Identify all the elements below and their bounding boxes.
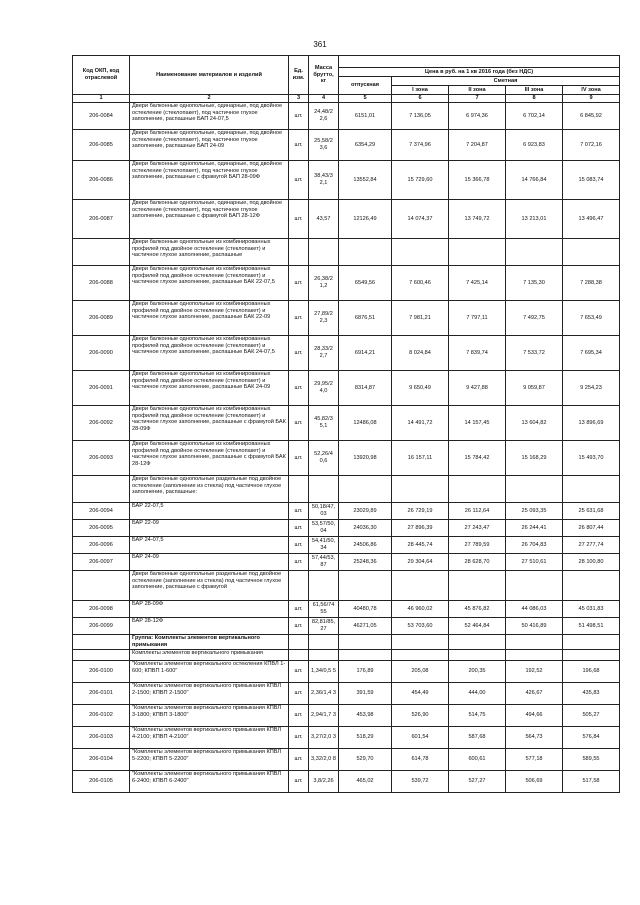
row-zone-3-price: 494,66 (506, 705, 563, 727)
table-row (73, 200, 620, 239)
row-zone-1-price: 539,72 (392, 771, 449, 793)
row-zone-4-price (563, 635, 620, 650)
row-mass: 82,81/85, 27 (309, 618, 339, 635)
row-zone-1-price: 454,49 (392, 683, 449, 705)
row-release-price: 6876,51 (339, 301, 392, 336)
column-number: 8 (506, 95, 563, 103)
column-number: 4 (309, 95, 339, 103)
row-mass: 53,57/50, 04 (309, 520, 339, 537)
row-unit: шт. (289, 503, 309, 520)
row-zone-2-price: 514,75 (449, 705, 506, 727)
row-zone-1-price: 14 074,37 (392, 200, 449, 239)
row-release-price: 8314,87 (339, 371, 392, 406)
row-mass: 3,8/2,26 (309, 771, 339, 793)
row-release-price: 13920,98 (339, 441, 392, 476)
header-release: отпускная (339, 77, 392, 95)
row-unit: шт. (289, 406, 309, 441)
row-mass: 28,33/2 2,7 (309, 336, 339, 371)
row-zone-4-price: 25 631,68 (563, 503, 620, 520)
row-code: 206-0092 (73, 406, 130, 441)
row-unit: шт. (289, 130, 309, 161)
row-zone-4-price: 45 031,83 (563, 601, 620, 618)
row-zone-3-price: 50 416,89 (506, 618, 563, 635)
row-name: Двери балконные однопольные из комбинированных профилей под двойное остекление (стеклопакет) и частичное глухое заполнение, распашные БАК 22-07,5 (130, 266, 289, 301)
table-row (73, 661, 620, 683)
row-unit: шт. (289, 266, 309, 301)
row-zone-3-price (506, 239, 563, 266)
row-zone-1-price: 26 729,19 (392, 503, 449, 520)
table-row (73, 571, 620, 601)
row-zone-2-price: 587,68 (449, 727, 506, 749)
row-mass: 27,89/2 2,3 (309, 301, 339, 336)
row-zone-1-price: 27 896,39 (392, 520, 449, 537)
row-zone-2-price: 527,27 (449, 771, 506, 793)
row-zone-3-price: 577,18 (506, 749, 563, 771)
row-name: Двери балконные однопольные из комбинированных профилей под двойное остекление (стеклопакет) и частичное глухое заполнение, распашные (130, 239, 289, 266)
row-zone-3-price: 13 213,01 (506, 200, 563, 239)
row-zone-4-price: 517,58 (563, 771, 620, 793)
row-unit: шт. (289, 727, 309, 749)
row-release-price (339, 571, 392, 601)
table-row (73, 554, 620, 571)
row-zone-1-price: 28 445,74 (392, 537, 449, 554)
table-body (73, 103, 620, 793)
row-zone-1-price: 526,90 (392, 705, 449, 727)
header-zone-2: II зона (449, 86, 506, 95)
row-code: 206-0087 (73, 200, 130, 239)
row-zone-2-price (449, 635, 506, 650)
header-unit: Ед. изм. (289, 56, 309, 95)
row-release-price: 24506,86 (339, 537, 392, 554)
column-number: 7 (449, 95, 506, 103)
row-zone-3-price: 426,67 (506, 683, 563, 705)
row-zone-2-price (449, 476, 506, 503)
row-mass: 26,38/2 1,2 (309, 266, 339, 301)
header-price-title: Цена в руб. на 1 кв 2016 года (без НДС) (339, 68, 620, 77)
row-name: "Комплекты элементов вертикального примыкания КПВЛ 3-1800; КПВП 3-1800" (130, 705, 289, 727)
row-zone-1-price (392, 635, 449, 650)
row-zone-4-price: 15 493,70 (563, 441, 620, 476)
row-zone-2-price: 27 789,59 (449, 537, 506, 554)
row-zone-1-price: 16 157,11 (392, 441, 449, 476)
row-unit: шт. (289, 705, 309, 727)
row-zone-2-price: 14 157,45 (449, 406, 506, 441)
row-zone-2-price (449, 571, 506, 601)
row-code: 206-0093 (73, 441, 130, 476)
row-code: 206-0098 (73, 601, 130, 618)
row-zone-1-price: 601,54 (392, 727, 449, 749)
row-release-price: 6914,21 (339, 336, 392, 371)
row-zone-2-price: 7 204,87 (449, 130, 506, 161)
row-unit: шт. (289, 661, 309, 683)
column-number: 2 (130, 95, 289, 103)
table-row (73, 441, 620, 476)
row-release-price: 6549,56 (339, 266, 392, 301)
row-zone-2-price: 7 425,14 (449, 266, 506, 301)
row-name: Группа: Комплекты элементов вертикального примыкания (130, 635, 289, 650)
row-unit: шт. (289, 301, 309, 336)
row-unit: шт. (289, 683, 309, 705)
row-mass: 61,56/74 55 (309, 601, 339, 618)
table-row (73, 336, 620, 371)
row-zone-1-price: 15 729,60 (392, 161, 449, 200)
row-unit: шт. (289, 618, 309, 635)
row-name: Двери балконные однопольные из комбинированных профилей под двойное остекление (стеклопакет) и частичное глухое заполнение, распашные БАК 24-07,5 (130, 336, 289, 371)
row-zone-4-price (563, 239, 620, 266)
row-release-price: 529,70 (339, 749, 392, 771)
row-zone-2-price: 6 974,36 (449, 103, 506, 130)
row-mass: 2,94/1,7 3 (309, 705, 339, 727)
table-row (73, 406, 620, 441)
row-release-price (339, 476, 392, 503)
row-zone-4-price: 28 100,80 (563, 554, 620, 571)
row-mass (309, 571, 339, 601)
row-name: "Комплекты элементов вертикального примыкания КПВЛ 2-1500; КПВП 2-1500" (130, 683, 289, 705)
row-unit: шт. (289, 371, 309, 406)
row-zone-4-price: 576,84 (563, 727, 620, 749)
row-zone-1-price: 7 981,21 (392, 301, 449, 336)
row-code: 206-0095 (73, 520, 130, 537)
row-zone-2-price (449, 650, 506, 661)
table-row (73, 130, 620, 161)
row-code: 206-0094 (73, 503, 130, 520)
row-zone-3-price: 192,52 (506, 661, 563, 683)
row-release-price (339, 635, 392, 650)
row-zone-1-price (392, 476, 449, 503)
row-zone-2-price: 7 797,11 (449, 301, 506, 336)
row-zone-1-price: 7 136,05 (392, 103, 449, 130)
table-row (73, 161, 620, 200)
row-zone-3-price (506, 635, 563, 650)
row-zone-2-price: 15 366,78 (449, 161, 506, 200)
row-zone-2-price: 26 112,64 (449, 503, 506, 520)
row-zone-3-price (506, 571, 563, 601)
table-row (73, 103, 620, 130)
row-zone-4-price: 6 845,92 (563, 103, 620, 130)
row-unit (289, 571, 309, 601)
row-mass: 2,36/1,4 3 (309, 683, 339, 705)
row-zone-1-price: 205,08 (392, 661, 449, 683)
row-release-price: 465,02 (339, 771, 392, 793)
row-zone-3-price: 564,73 (506, 727, 563, 749)
table-row (73, 635, 620, 650)
row-zone-1-price: 9 650,49 (392, 371, 449, 406)
row-zone-1-price: 7 600,46 (392, 266, 449, 301)
row-zone-4-price: 27 277,74 (563, 537, 620, 554)
row-zone-4-price: 505,27 (563, 705, 620, 727)
row-name: Двери балконные однопольные, одинарные, под двойное остекление (стеклопакет), под частичное глухое заполнение, распашные с фрамугой БАП 28-09Ф (130, 161, 289, 200)
row-zone-4-price: 13 896,69 (563, 406, 620, 441)
row-mass: 25,58/2 3,6 (309, 130, 339, 161)
header-price-spacer (339, 56, 620, 68)
table-row (73, 476, 620, 503)
row-release-price (339, 650, 392, 661)
header-name: Наименование материалов и изделий (130, 56, 289, 95)
table-row (73, 618, 620, 635)
row-zone-4-price: 51 498,51 (563, 618, 620, 635)
row-name: Двери балконные однопольные из комбинированных профилей под двойное остекление (стеклопакет) и частичное глухое заполнение, распашные с фрамугой БАК 28-09Ф (130, 406, 289, 441)
row-code: 206-0089 (73, 301, 130, 336)
row-zone-3-price: 6 702,14 (506, 103, 563, 130)
row-zone-2-price (449, 239, 506, 266)
row-zone-1-price: 614,78 (392, 749, 449, 771)
row-release-price: 453,98 (339, 705, 392, 727)
row-zone-4-price (563, 571, 620, 601)
row-unit: шт. (289, 537, 309, 554)
row-name: БАР 22-09 (130, 520, 289, 537)
row-zone-2-price: 27 243,47 (449, 520, 506, 537)
row-unit (289, 635, 309, 650)
row-mass: 50,18/47, 03 (309, 503, 339, 520)
row-zone-2-price: 7 839,74 (449, 336, 506, 371)
row-code: 206-0100 (73, 661, 130, 683)
row-unit: шт. (289, 520, 309, 537)
row-zone-4-price: 589,55 (563, 749, 620, 771)
row-zone-3-price: 13 604,82 (506, 406, 563, 441)
row-release-price: 6354,29 (339, 130, 392, 161)
row-zone-3-price: 26 244,41 (506, 520, 563, 537)
row-unit: шт. (289, 601, 309, 618)
row-zone-3-price: 27 510,61 (506, 554, 563, 571)
row-release-price: 12126,49 (339, 200, 392, 239)
row-name: "Комплекты элементов вертикального примыкания КПВЛ 4-2100; КПВП 4-2100" (130, 727, 289, 749)
row-name: БАР 22-07,5 (130, 503, 289, 520)
row-zone-3-price: 6 923,83 (506, 130, 563, 161)
table-row (73, 650, 620, 661)
row-name: "Комплекты элементов вертикального примыкания КПВЛ 5-2200; КПВП 5-2200" (130, 749, 289, 771)
row-release-price: 391,59 (339, 683, 392, 705)
table-row (73, 771, 620, 793)
row-code: 206-0105 (73, 771, 130, 793)
row-zone-2-price: 444,00 (449, 683, 506, 705)
row-unit: шт. (289, 441, 309, 476)
table-row (73, 266, 620, 301)
row-name: Двери балконные однопольные, одинарные, под двойное остекление (стеклопакет), под частичное глухое заполнение, распашные БАП 24-09 (130, 130, 289, 161)
table-row (73, 749, 620, 771)
column-number: 3 (289, 95, 309, 103)
row-code: 206-0101 (73, 683, 130, 705)
table-row (73, 727, 620, 749)
row-code: 206-0085 (73, 130, 130, 161)
table-row (73, 371, 620, 406)
row-code: 206-0103 (73, 727, 130, 749)
header-estimate: Сметная (392, 77, 620, 86)
row-code: 206-0104 (73, 749, 130, 771)
row-mass (309, 635, 339, 650)
row-release-price (339, 239, 392, 266)
header-zone-3: III зона (506, 86, 563, 95)
row-name: "Комплекты элементов вертикального примыкания КПВЛ 6-2400; КПВП 6-2400" (130, 771, 289, 793)
row-code: 206-0102 (73, 705, 130, 727)
row-mass: 3,32/2,0 8 (309, 749, 339, 771)
row-mass: 24,48/2 2,6 (309, 103, 339, 130)
row-zone-3-price: 44 086,03 (506, 601, 563, 618)
row-code: 206-0086 (73, 161, 130, 200)
row-zone-1-price: 7 374,96 (392, 130, 449, 161)
price-table (72, 55, 620, 793)
row-zone-3-price (506, 650, 563, 661)
row-mass: 45,82/3 5,1 (309, 406, 339, 441)
table-row (73, 520, 620, 537)
row-name: БАР 28-09Ф (130, 601, 289, 618)
row-zone-3-price: 7 492,75 (506, 301, 563, 336)
row-zone-4-price (563, 476, 620, 503)
column-number: 9 (563, 95, 620, 103)
row-mass (309, 650, 339, 661)
row-zone-1-price: 8 024,84 (392, 336, 449, 371)
row-unit (289, 650, 309, 661)
column-number: 1 (73, 95, 130, 103)
row-zone-2-price: 200,35 (449, 661, 506, 683)
row-mass: 57,44/53, 87 (309, 554, 339, 571)
row-mass: 1,34/0,5 5 (309, 661, 339, 683)
row-zone-1-price: 14 491,72 (392, 406, 449, 441)
row-unit: шт. (289, 554, 309, 571)
row-zone-3-price: 506,69 (506, 771, 563, 793)
row-zone-2-price: 45 876,82 (449, 601, 506, 618)
row-release-price: 24036,30 (339, 520, 392, 537)
row-code: 206-0097 (73, 554, 130, 571)
row-zone-4-price: 9 254,23 (563, 371, 620, 406)
header-mass: Масса брутто, кг (309, 56, 339, 95)
table-row (73, 503, 620, 520)
row-name: БАР 28-12Ф (130, 618, 289, 635)
row-release-price: 13552,84 (339, 161, 392, 200)
row-name: Двери балконные однопольные, одинарные, под двойное остекление (стеклопакет), под частичное глухое заполнение, распашные с фрамугой БАП 28-12Ф (130, 200, 289, 239)
row-code: 206-0084 (73, 103, 130, 130)
header-zone-1: I зона (392, 86, 449, 95)
header-code: Код ОКП, код отраслевой (73, 56, 130, 95)
row-release-price: 46271,05 (339, 618, 392, 635)
row-code: 206-0091 (73, 371, 130, 406)
row-name: Двери балконные однопольные, одинарные, под двойное остекление (стеклопакет), под частичное глухое заполнение, распашные БАП 24-07,5 (130, 103, 289, 130)
table-row (73, 537, 620, 554)
column-numbers-row (73, 95, 620, 103)
row-code (73, 239, 130, 266)
row-name: Двери балконные однопольные раздельные под двойное остекление (заполнение из стекла) под частичное глухое заполнение, распашные: (130, 476, 289, 503)
row-release-price: 23029,89 (339, 503, 392, 520)
row-zone-1-price: 29 304,64 (392, 554, 449, 571)
table-row (73, 301, 620, 336)
row-release-price: 40480,78 (339, 601, 392, 618)
row-code: 206-0099 (73, 618, 130, 635)
row-mass (309, 239, 339, 266)
row-zone-3-price: 9 059,87 (506, 371, 563, 406)
row-mass (309, 476, 339, 503)
row-zone-2-price: 15 784,42 (449, 441, 506, 476)
row-zone-2-price: 13 749,72 (449, 200, 506, 239)
row-zone-4-price: 7 653,49 (563, 301, 620, 336)
page-number: 361 (313, 40, 327, 49)
table-row (73, 601, 620, 618)
row-code: 206-0090 (73, 336, 130, 371)
row-name: Двери балконные однопольные из комбинированных профилей под двойное остекление (стеклопакет) и частичное глухое заполнение, распашные БАК 22-09 (130, 301, 289, 336)
row-zone-2-price: 600,61 (449, 749, 506, 771)
row-zone-4-price: 7 695,34 (563, 336, 620, 371)
row-mass: 43,57 (309, 200, 339, 239)
row-zone-3-price: 26 704,83 (506, 537, 563, 554)
row-release-price: 12486,08 (339, 406, 392, 441)
row-name: "Комплекты элементов вертикального остекления КПВЛ 1-600; КПВП 1-600" (130, 661, 289, 683)
row-zone-1-price: 53 703,60 (392, 618, 449, 635)
row-zone-3-price: 15 168,29 (506, 441, 563, 476)
row-unit: шт. (289, 161, 309, 200)
row-mass: 29,95/2 4,0 (309, 371, 339, 406)
row-unit: шт. (289, 103, 309, 130)
row-zone-1-price (392, 571, 449, 601)
row-zone-3-price: 7 135,30 (506, 266, 563, 301)
row-code (73, 635, 130, 650)
row-unit: шт. (289, 200, 309, 239)
row-zone-4-price: 13 496,47 (563, 200, 620, 239)
row-name: Двери балконные однопольные из комбинированных профилей под двойное остекление (стеклопакет) и частичное глухое заполнение, распашные БАК 24-09 (130, 371, 289, 406)
row-name: Комплекты элементов вертикального примыкания (130, 650, 289, 661)
table-row (73, 239, 620, 266)
row-zone-3-price: 14 766,84 (506, 161, 563, 200)
table-row (73, 705, 620, 727)
row-unit: шт. (289, 749, 309, 771)
row-zone-2-price: 9 427,88 (449, 371, 506, 406)
row-zone-3-price (506, 476, 563, 503)
row-mass: 52,26/4 0,6 (309, 441, 339, 476)
table-row (73, 683, 620, 705)
row-zone-3-price: 7 533,72 (506, 336, 563, 371)
row-zone-1-price: 46 960,02 (392, 601, 449, 618)
row-zone-3-price: 25 093,35 (506, 503, 563, 520)
row-zone-4-price: 15 083,74 (563, 161, 620, 200)
row-code (73, 650, 130, 661)
row-code: 206-0096 (73, 537, 130, 554)
column-number: 6 (392, 95, 449, 103)
row-unit (289, 239, 309, 266)
row-zone-4-price: 7 288,38 (563, 266, 620, 301)
row-mass: 38,43/3 2,1 (309, 161, 339, 200)
row-zone-4-price: 26 807,44 (563, 520, 620, 537)
row-mass: 54,41/50, 34 (309, 537, 339, 554)
row-zone-2-price: 28 628,70 (449, 554, 506, 571)
row-zone-4-price (563, 650, 620, 661)
header-zone-4: IV зона (563, 86, 620, 95)
row-zone-4-price: 435,83 (563, 683, 620, 705)
row-zone-1-price (392, 239, 449, 266)
row-release-price: 25248,36 (339, 554, 392, 571)
row-zone-2-price: 52 464,84 (449, 618, 506, 635)
row-zone-4-price: 196,68 (563, 661, 620, 683)
row-unit: шт. (289, 771, 309, 793)
row-zone-4-price: 7 072,16 (563, 130, 620, 161)
row-name: БАР 24-07,5 (130, 537, 289, 554)
column-number: 5 (339, 95, 392, 103)
row-release-price: 176,89 (339, 661, 392, 683)
row-unit (289, 476, 309, 503)
row-zone-1-price (392, 650, 449, 661)
row-name: Двери балконные однопольные из комбинированных профилей под двойное остекление (стеклопакет) и частичное глухое заполнение, распашные с фрамугой БАК 28-12Ф (130, 441, 289, 476)
row-code: 206-0088 (73, 266, 130, 301)
row-name: БАР 24-09 (130, 554, 289, 571)
row-unit: шт. (289, 336, 309, 371)
row-name: Двери балконные однопольные раздельные под двойное остекление (заполнение из стекла) под частичное глухое заполнение, распашные с фрамугой (130, 571, 289, 601)
row-code (73, 571, 130, 601)
row-code (73, 476, 130, 503)
row-mass: 3,27/2,0 3 (309, 727, 339, 749)
row-release-price: 6151,01 (339, 103, 392, 130)
row-release-price: 518,29 (339, 727, 392, 749)
